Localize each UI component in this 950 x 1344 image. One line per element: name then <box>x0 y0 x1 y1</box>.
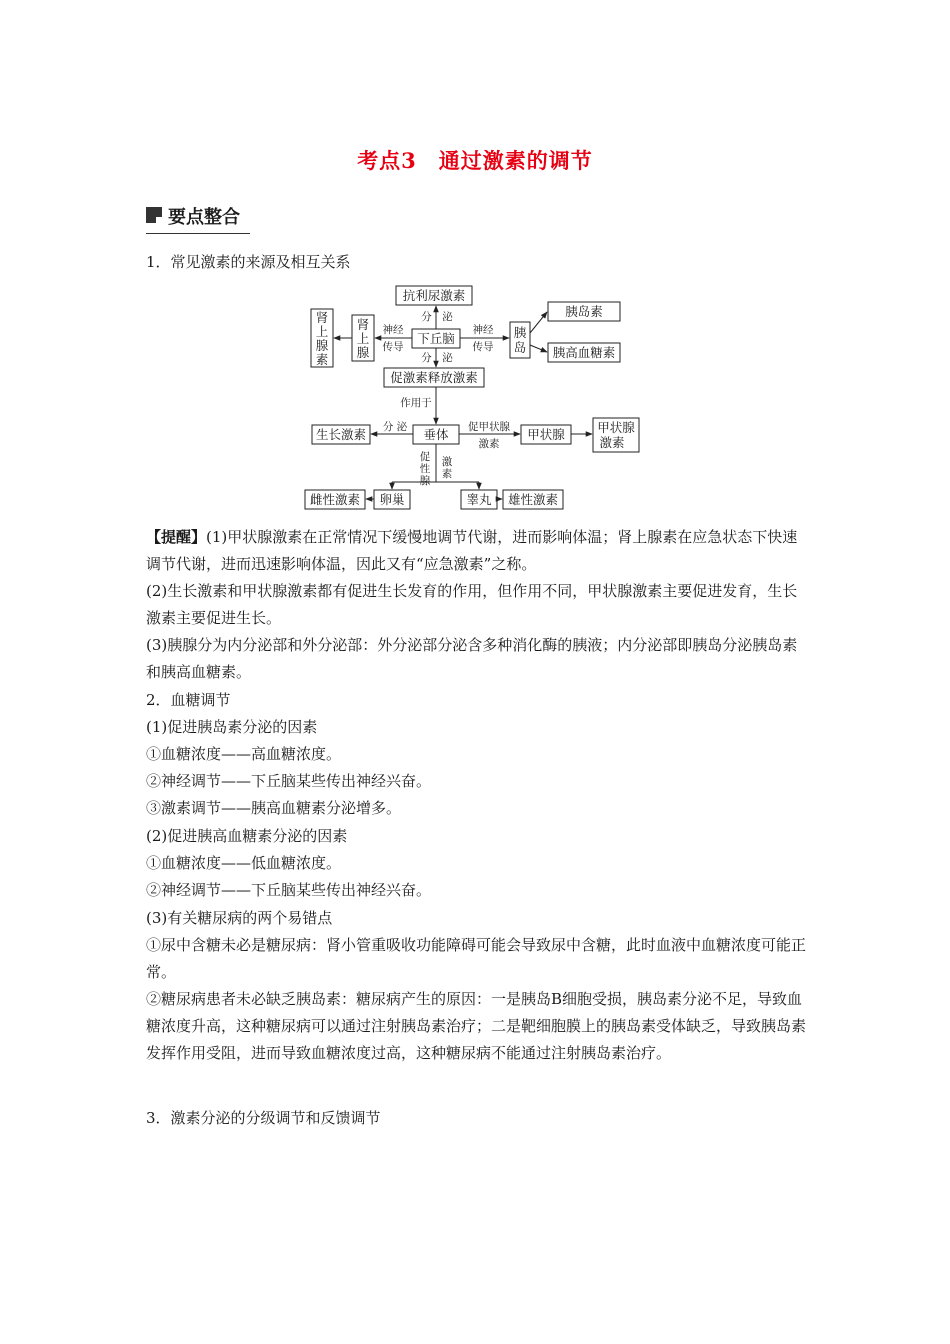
releasing-hormone-label: 促激素释放激素 <box>390 370 478 385</box>
adrenal-medulla-char: 上 <box>356 331 370 346</box>
pituitary-label: 垂体 <box>423 427 449 442</box>
tip-paragraph-2: (2)生长激素和甲状腺激素都有促进生长发育的作用，但作用不同，甲状腺激素主要促进发育，生长激素主要促进生长。 <box>146 582 798 627</box>
secrete-label-bottom: 分 泌 <box>421 352 453 364</box>
ovary-label: 卵巢 <box>379 492 405 507</box>
nerve-label-left: 神经 <box>382 324 404 336</box>
diabetes-point-2: ②糖尿病患者未必缺乏胰岛素：糖尿病产生的原因：一是胰岛B细胞受损，胰岛素分泌不足，导致血糖浓度升高，这种糖尿病可以通过注射胰岛素治疗；二是靶细胞膜上的胰岛素受体缺乏，导致胰岛素发挥作用受阻，进而导致血糖浓度过高，这种糖尿病不能通过注射胰岛素治疗。 <box>146 990 807 1062</box>
gonadotropin-char: 激 <box>441 456 453 468</box>
hypothalamus-label: 下丘脑 <box>417 331 455 346</box>
gonadotropin-char: 素 <box>441 468 453 480</box>
insulin-label: 胰岛素 <box>565 304 603 319</box>
list-item: ②神经调节——下丘脑某些传出神经兴奋。 <box>146 772 432 790</box>
adrenal-medulla-char: 腺 <box>356 345 370 360</box>
estrogen-label: 雌性激素 <box>309 492 361 507</box>
testis-label: 睾丸 <box>466 492 492 507</box>
list-item: ①血糖浓度——高血糖浓度。 <box>146 745 342 763</box>
heading-1: 1．常见激素的来源及相互关系 <box>146 253 351 271</box>
hormone-diagram <box>0 0 950 520</box>
tsh-label-2: 激素 <box>478 438 500 450</box>
gh-label: 生长激素 <box>315 427 367 442</box>
subheading-3: (3)有关糖尿病的两个易错点 <box>146 909 333 927</box>
nerve-label-right: 神经 <box>472 324 494 336</box>
conduct-label-left: 传导 <box>382 341 404 353</box>
adh-label: 抗利尿激素 <box>402 288 466 303</box>
tsh-label-1: 促甲状腺 <box>468 421 510 433</box>
gonadotropin-char: 促 <box>419 451 431 463</box>
page-title: 考点3 通过激素的调节 <box>357 148 593 173</box>
gonadotropin-char: 性 <box>419 463 431 475</box>
tip-paragraph-3: (3)胰腺分为内分泌部和外分泌部：外分泌部分泌含多种消化酶的胰液；内分泌部即胰岛分泌胰岛素和胰高血糖素。 <box>146 636 798 681</box>
thyroxine-label-1: 甲状腺 <box>597 420 635 435</box>
tip-paragraph-1 <box>146 524 808 578</box>
secrete-gh-label: 分 泌 <box>382 421 408 433</box>
secrete-label-top: 分 泌 <box>421 311 453 323</box>
acts-on-label: 作用于 <box>400 397 432 409</box>
androgen-label: 雄性激素 <box>507 492 559 507</box>
tip-label: 【提醒】 <box>146 528 207 546</box>
tip-text-1: (1)甲状腺激素在正常情况下缓慢地调节代谢，进而影响体温；肾上腺素在应急状态下快速调节代谢，进而迅速影响体温，因此又有“应急激素”之称。 <box>146 528 798 573</box>
thyroxine-label-2: 激素 <box>599 435 625 450</box>
adrenaline-char: 肾 <box>315 310 329 325</box>
glucagon-label: 胰高血糖素 <box>552 345 616 360</box>
list-item: ②神经调节——下丘脑某些传出神经兴奋。 <box>146 881 432 899</box>
conduct-label-right: 传导 <box>472 341 494 353</box>
subheading-1: (1)促进胰岛素分泌的因素 <box>146 718 318 736</box>
gonadotropin-char: 腺 <box>419 475 431 487</box>
adrenaline-char: 腺 <box>315 338 329 353</box>
list-item: ③激素调节——胰高血糖素分泌增多。 <box>146 799 402 817</box>
heading-3: 3．激素分泌的分级调节和反馈调节 <box>146 1109 381 1127</box>
adrenaline-char: 素 <box>315 352 329 367</box>
diabetes-point-1: ①尿中含糖未必是糖尿病：肾小管重吸收功能障碍可能会导致尿中含糖，此时血液中血糖浓度可能正常。 <box>146 936 807 981</box>
list-item: ①血糖浓度——低血糖浓度。 <box>146 854 342 872</box>
adrenaline-char: 上 <box>315 324 329 339</box>
adrenal-medulla-char: 肾 <box>356 317 370 332</box>
thyroid-label: 甲状腺 <box>527 427 565 442</box>
section-header-label: 要点整合 <box>168 207 240 228</box>
islet-char: 胰 <box>513 325 527 340</box>
islet-char: 岛 <box>513 340 527 355</box>
subheading-2: (2)促进胰高血糖素分泌的因素 <box>146 827 348 845</box>
heading-2: 2．血糖调节 <box>146 691 231 709</box>
